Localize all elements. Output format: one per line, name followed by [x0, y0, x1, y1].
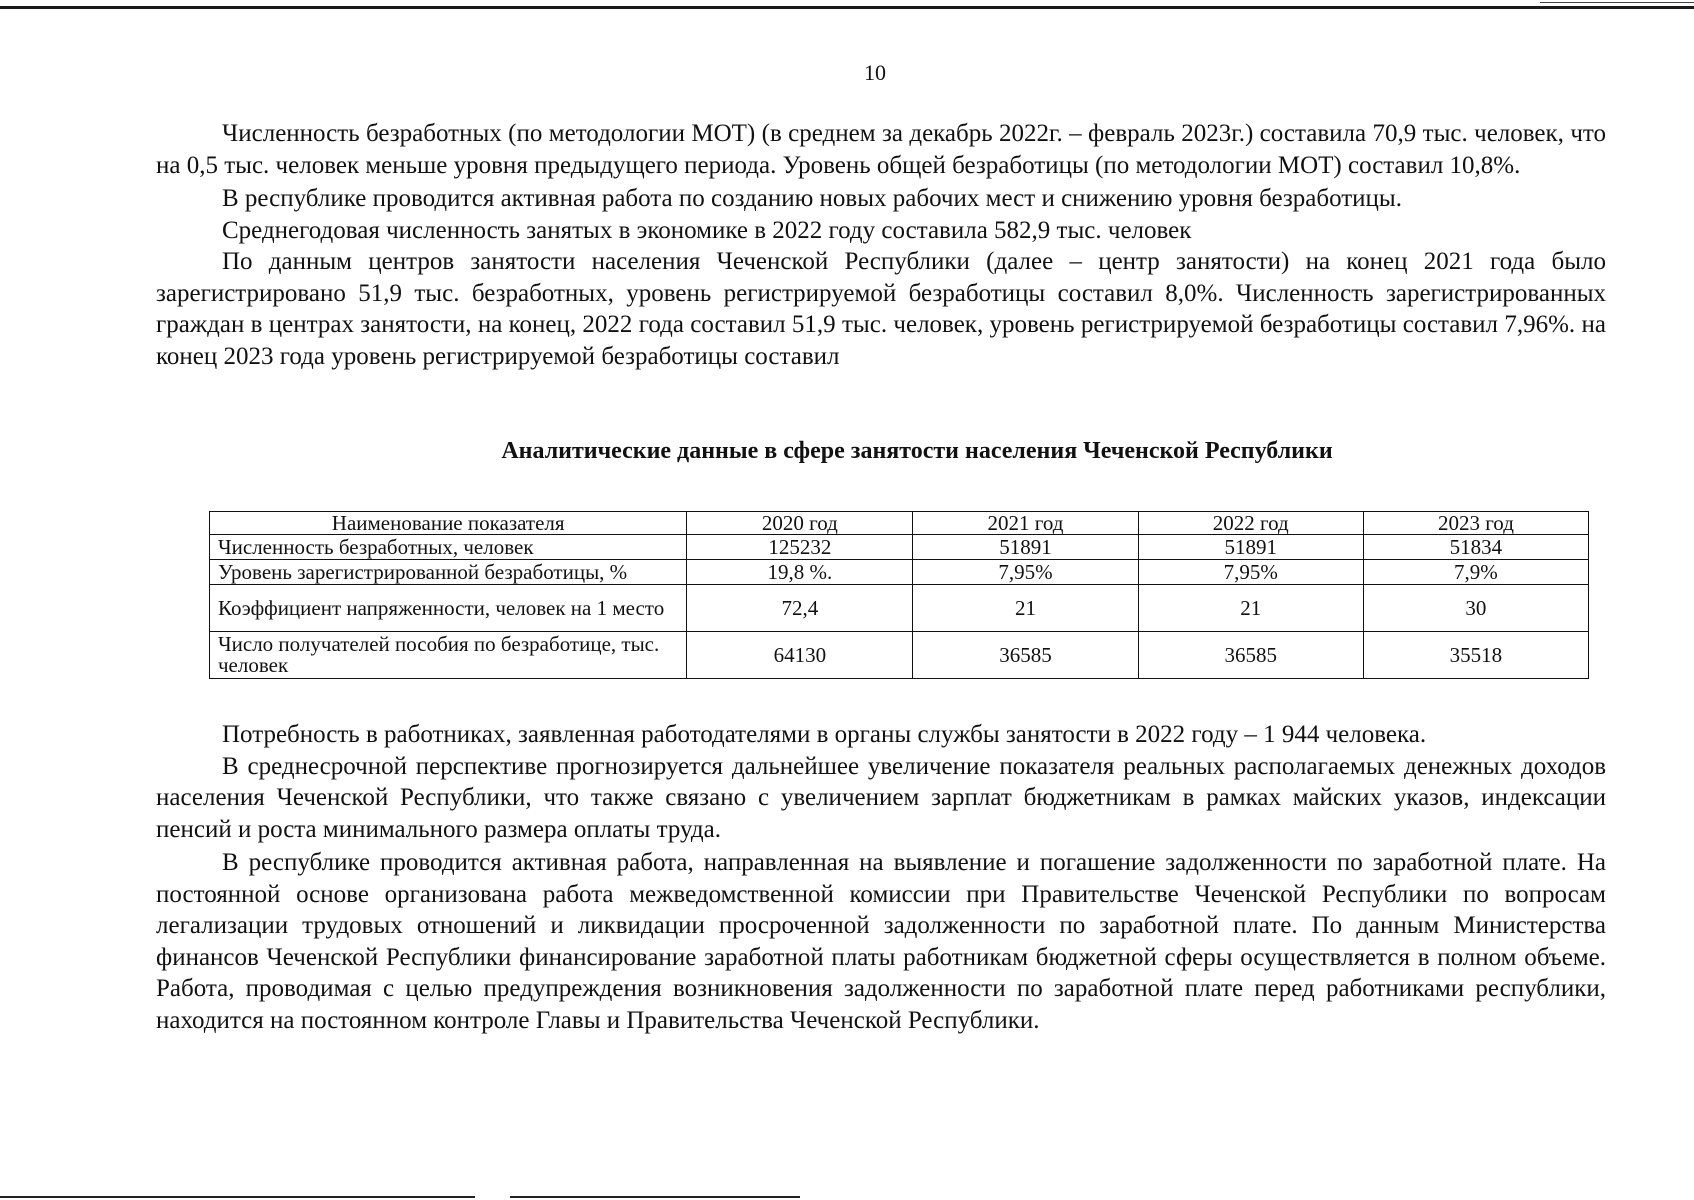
header-year-2023: 2023 год: [1363, 512, 1588, 535]
cell-value: 51891: [913, 535, 1138, 560]
cell-value: 7,9%: [1363, 560, 1588, 585]
cell-value: 7,95%: [1138, 560, 1363, 585]
cell-value: 7,95%: [913, 560, 1138, 585]
paragraph-employed-average: Среднегодовая численность занятых в экономике в 2022 году составила 582,9 тыс. человек: [222, 216, 1192, 244]
header-year-2021: 2021 год: [913, 512, 1138, 535]
cell-value: 51834: [1363, 535, 1588, 560]
header-year-2020: 2020 год: [687, 512, 913, 535]
cell-value: 21: [913, 585, 1138, 632]
employment-data-table: [209, 511, 1589, 679]
table-row: [210, 560, 1589, 585]
body-text-bottom: [156, 719, 1606, 1036]
row-name-registered-unemployment-rate: Уровень зарегистрированной безработицы, %: [210, 560, 687, 585]
row-name-tension-coefficient: Коэффициент напряженности, человек на 1 место: [210, 585, 687, 632]
cell-value: 30: [1363, 585, 1588, 632]
table-row: [210, 585, 1589, 632]
paragraph-unemployment-ilo: Численность безработных (по методологии МОТ) (в среднем за декабрь 2022г. – февраль 2023г.) составила 70,9 тыс. человек, что на 0,5 тыс. человек меньше уровня предыдущего периода. Уровень общей безработицы (по методологии МОТ) составил 10,8%.: [156, 120, 1606, 179]
body-text-top: [156, 118, 1606, 372]
paragraph-income-forecast: В среднесрочной перспективе прогнозируется дальнейшее увеличение показателя реальных располагаемых денежных доходов населения Чеченской Республики, что также связано с увеличением зарплат бюджетникам в рамках майских указов, индексации пенсий и роста минимального размера оплаты труда.: [156, 752, 1606, 843]
cell-value: 19,8 %.: [687, 560, 913, 585]
paragraph-employment-centers: По данным центров занятости населения Чеченской Республики (далее – центр занятости) на конец 2021 года было зарегистрировано 51,9 тыс. безработных, уровень регистрируемой безработицы составил 8,0%. Численность зарегистрированных граждан в центрах занятости, на конец, 2022 года составил 51,9 тыс. человек, уровень регистрируемой безработицы составил 7,96%. на конец 2023 года уровень регистрируемой безработицы составил: [156, 248, 1606, 370]
page-number: 10: [864, 60, 886, 85]
table-row: [210, 535, 1589, 560]
top-border-line-thin: [1540, 2, 1694, 3]
bottom-border-line: [0, 1196, 475, 1198]
header-indicator-name: Наименование показателя: [210, 512, 687, 535]
cell-value: 51891: [1138, 535, 1363, 560]
row-name-unemployed-count: Численность безработных, человек: [210, 535, 687, 560]
table-header-row: [210, 512, 1589, 535]
cell-value: 36585: [913, 632, 1138, 679]
paragraph-active-work-jobs: В республике проводится активная работа по созданию новых рабочих мест и снижению уровня безработицы.: [222, 185, 1402, 212]
bottom-border-line: [510, 1196, 800, 1198]
cell-value: 21: [1138, 585, 1363, 632]
cell-value: 72,4: [687, 585, 913, 632]
table-title: Аналитические данные в сфере занятости населения Чеченской Республики: [501, 438, 1333, 464]
row-name-benefit-recipients: Число получателей пособия по безработице, тыс. человек: [210, 632, 687, 679]
cell-value: 64130: [687, 632, 913, 679]
table-row: [210, 632, 1589, 679]
cell-value: 125232: [687, 535, 913, 560]
paragraph-wage-arrears: В республике проводится активная работа, направленная на выявление и погашение задолженности по заработной плате. На постоянной основе организована работа межведомственной комиссии при Правительстве Чеченской Республики по вопросам легализации трудовых отношений и ликвидации просроченной задолженности по заработной плате. По данным Министерства финансов Чеченской Республики финансирование заработной платы работникам бюджетной сферы осуществляется в полном объеме. Работа, проводимая с целью предупреждения возникновения задолженности по заработной плате перед работниками республики, находится на постоянном контроле Главы и Правительства Чеченской Республики.: [156, 849, 1606, 1034]
top-border-line: [0, 6, 1694, 9]
header-year-2022: 2022 год: [1138, 512, 1363, 535]
paragraph-labor-demand: Потребность в работниках, заявленная работодателями в органы службы занятости в 2022 году – 1 944 человека.: [222, 721, 1427, 748]
cell-value: 35518: [1363, 632, 1588, 679]
cell-value: 36585: [1138, 632, 1363, 679]
